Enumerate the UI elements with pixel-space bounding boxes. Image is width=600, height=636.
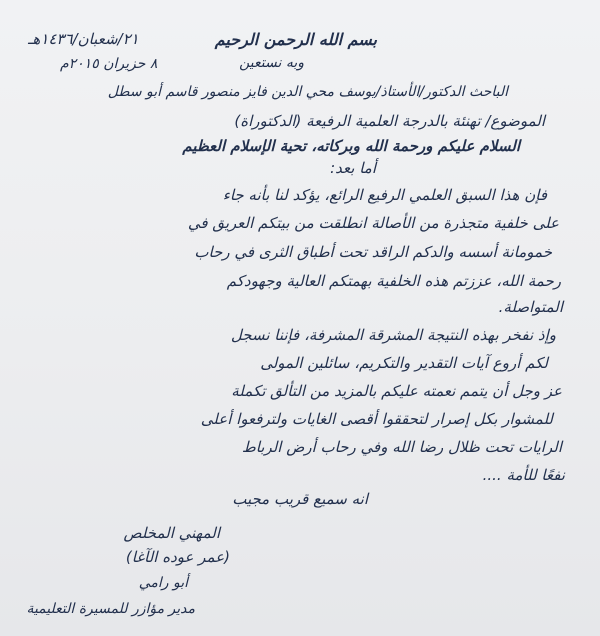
body-line: للمشوار بكل إصرار لتحققوا أقصى الغايات ولترفعوا أعلى (200, 410, 553, 428)
invocation: وبه نستعين (239, 55, 304, 71)
closing-prayer: انه سميع قريب مجيب (232, 490, 368, 508)
greeting-line: السلام عليكم ورحمة الله وبركاته، تحية الإسلام العظيم (182, 137, 520, 155)
hijri-date: ٢١/شعبان/١٤٣٦هـ (28, 30, 139, 48)
body-line: خمومانة أسسه والدكم الراقد تحت أطباق الثرى في رحاب (194, 243, 552, 261)
signature-title: المهني المخلص (123, 524, 220, 542)
recipient-line: الباحث الدكتور/الأستاذ/يوسف محي الدين فايز منصور قاسم أبو سطل (107, 84, 508, 100)
body-line: الرايات تحت ظلال رضا الله وفي رحاب أرض الرباط (241, 438, 562, 456)
body-line: وإذ نفخر بهذه النتيجة المشرقة المشرفة، فإننا نسجل (230, 326, 556, 344)
body-line: عز وجل أن يتمم نعمته عليكم بالمزيد من التألق تكملة (231, 382, 562, 400)
body-line: نفعًا للأمة .... (482, 466, 565, 484)
gregorian-date: ٨ حزيران ٢٠١٥م (60, 56, 158, 72)
body-line: المتواصلة. (498, 298, 563, 316)
body-line: لكم أروع آيات التقدير والتكريم، سائلين المولى (260, 354, 548, 372)
signer-kunya: أبو رامي (138, 575, 188, 591)
body-line: فإن هذا السبق العلمي الرفيع الرائع، يؤكد لنا بأنه جاء (222, 186, 547, 204)
body-line: رحمة الله، عززتم هذه الخلفية بهمتكم العالية وجهودكم (226, 272, 561, 290)
subject-line: الموضوع/ تهنئة بالدرجة العلمية الرفيعة (الدكتوراة) (234, 112, 545, 130)
signer-position: مدير مؤازر للمسيرة التعليمية (26, 601, 195, 617)
body-line: على خلفية متجذرة من الأصالة انطلقت من بيتكم العريق في (187, 214, 559, 232)
signer-name: (عمر عوده الآغا) (125, 548, 230, 566)
opening-line: أما بعد: (330, 159, 376, 177)
basmala: بسم الله الرحمن الرحيم (214, 30, 377, 49)
